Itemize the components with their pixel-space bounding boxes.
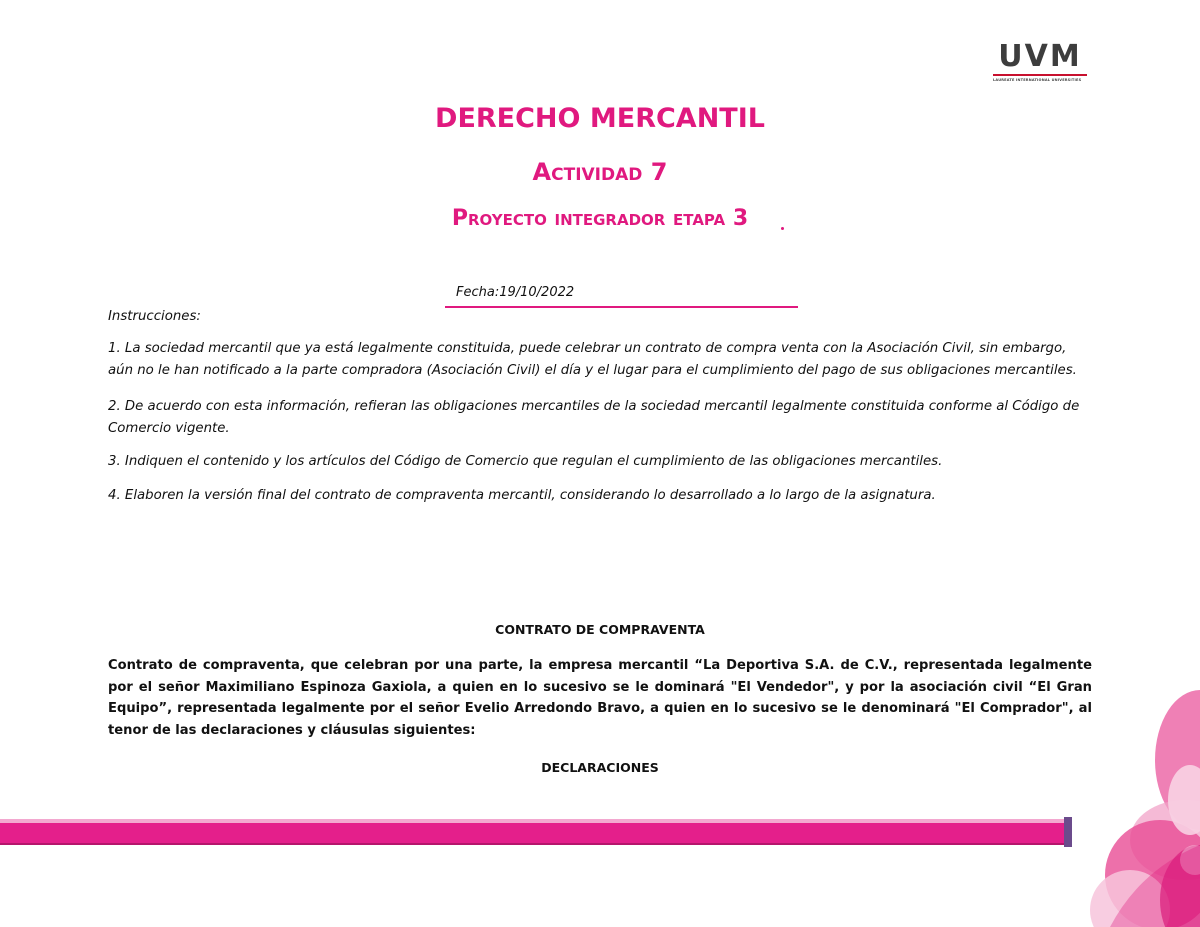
logo-divider <box>993 74 1087 76</box>
activity-title: Actividad 7 <box>532 158 668 186</box>
project-title: Proyecto integrador etapa 3 <box>451 206 749 231</box>
instructions-heading: Instrucciones: <box>108 309 201 324</box>
contract-intro-paragraph: Contrato de compraventa, que celebran por una parte, la empresa mercantil “La Deportiva S.A. de C.V., representada legalmente por el señor Maximiliano Espinoza Gaxiola, a quien en lo sucesivo se le dominará "El Vendedor", y por la asociación civil “El Gran Equipo”, representada legalmente por el señor Evelio Arredondo Bravo, a quien en lo sucesivo se le denominará "El Comprador", al tenor de las declaraciones y cláusulas siguientes: <box>108 658 1092 738</box>
instruction-item-2: 2. De acuerdo con esta información, refieran las obligaciones mercantiles de la sociedad mercantil legalmente constituida conforme al Código de Comercio vigente. <box>108 399 1080 436</box>
footer-band-shadow <box>0 843 1070 845</box>
decorative-dot <box>781 227 784 230</box>
instruction-item-4: 4. Elaboren la versión final del contrato de compraventa mercantil, considerando lo desarrollado a lo largo de la asignatura. <box>108 488 936 503</box>
uvm-logo <box>990 40 1090 85</box>
decorative-flower-graphic <box>1050 640 1200 927</box>
subject-title: DERECHO MERCANTIL <box>435 103 765 134</box>
instruction-item-1: 1. La sociedad mercantil que ya está legalmente constituida, puede celebrar un contrato de compra venta con la Asociación Civil, sin embargo, aún no le han notificado a la parte compradora (Asociación Civil) el día y el lugar para el cumplimiento del pago de sus obligaciones mercantiles. <box>108 341 1077 378</box>
footer-band <box>0 823 1070 843</box>
instruction-item-3: 3. Indiquen el contenido y los artículos del Código de Comercio que regulan el cumplimiento de las obligaciones mercantiles. <box>108 454 943 469</box>
logo-tagline: LAUREATE INTERNATIONAL UNIVERSITIES <box>993 78 1082 82</box>
contract-title: CONTRATO DE COMPRAVENTA <box>495 622 705 637</box>
logo-text: UVM <box>998 39 1082 74</box>
date-field <box>445 285 798 308</box>
date-text: Fecha:19/10/2022 <box>456 285 575 300</box>
declarations-heading: DECLARACIONES <box>541 760 659 775</box>
